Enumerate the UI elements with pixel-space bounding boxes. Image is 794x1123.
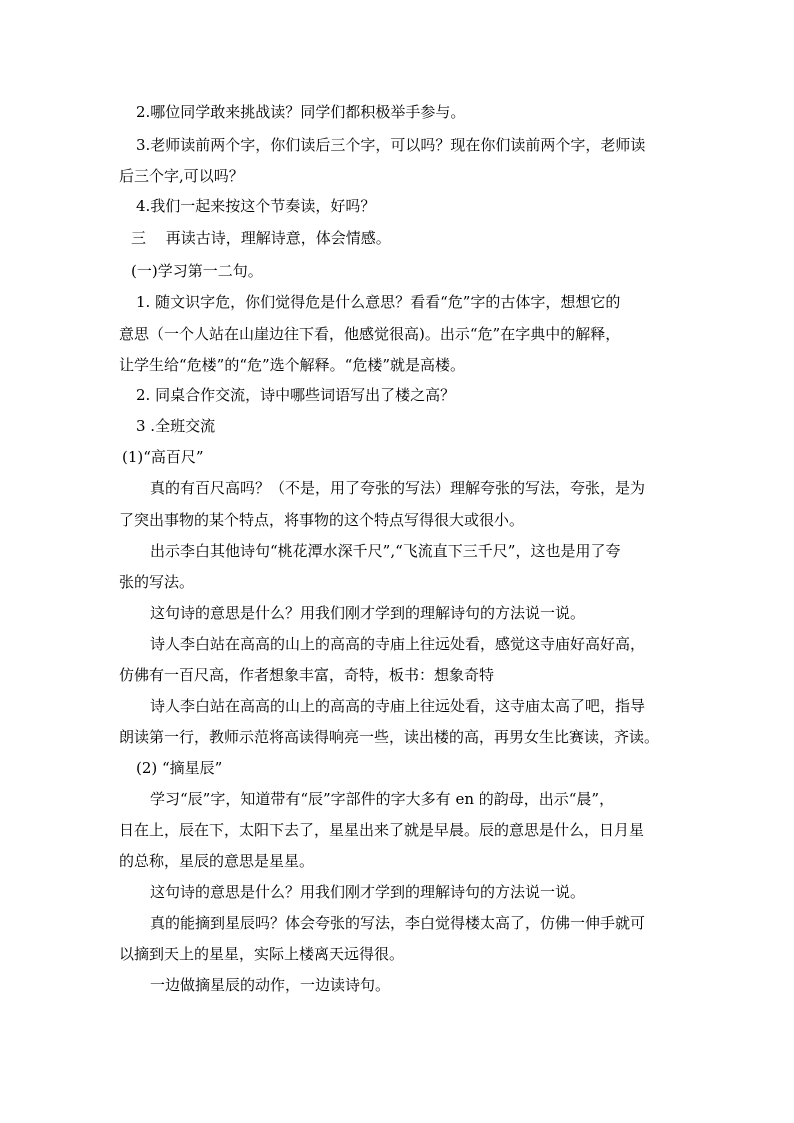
text-line: 张的写法。 [119,573,195,591]
section-heading: 三 再读古诗，理解诗意，体会情感。 [131,229,391,247]
text-line: 这句诗的意思是什么？用我们刚才学到的理解诗句的方法说一说。 [150,604,586,622]
text-line: 1. 随文识字危，你们觉得危是什么意思？看看“危”字的古体字，想想它的 [136,293,621,311]
text-line: 2. 同桌合作交流，诗中哪些词语写出了楼之高？ [136,386,456,404]
text-line: 出示李白其他诗句“桃花潭水深千尺”,“飞流直下三千尺”，这也是用了夸 [150,542,621,560]
text-line: 2.哪位同学敢来挑战读？同学们都积极举手参与。 [136,103,466,121]
text-line: 3 .全班交流 [136,417,216,435]
text-line: 3.老师读前两个字，你们读后三个字，可以吗？现在你们读前两个字，老师读 [136,136,646,154]
text-line: 这句诗的意思是什么？用我们刚才学到的理解诗句的方法说一说。 [150,883,586,901]
text-line: 朗读第一行，教师示范将高读得响亮一些，读出楼的高，再男女生比赛读，齐读。 [119,728,660,746]
text-line: 让学生给“危楼”的“危”选个解释。“危楼”就是高楼。 [119,356,466,374]
item-heading: (1)“高百尺” [122,448,204,466]
text-line: 真的有百尺高吗？（不是，用了夸张的写法）理解夸张的写法，夸张，是为 [150,479,646,497]
text-line: 学习“辰”字，知道带有“辰”字部件的字大多有 en 的韵母，出示“晨”， [150,790,615,808]
text-line: 4.我们一起来按这个节奏读，好吗？ [136,197,376,215]
text-line: 仿佛有一百尺高，作者想象丰富，奇特，板书：想象奇特 [119,666,495,684]
text-line: 真的能摘到星辰吗？体会夸张的写法，李白觉得楼太高了，仿佛一伸手就可 [150,914,646,932]
text-line: 后三个字,可以吗？ [119,167,244,185]
text-line: 一边做摘星辰的动作，一边读诗句。 [150,976,391,994]
text-line: 了突出事物的某个特点，将事物的这个特点写得很大或很小。 [119,511,525,529]
text-line: 的总称，星辰的意思是星星。 [119,852,315,870]
text-line: 以摘到天上的星星，实际上楼离天远得很。 [119,945,405,963]
text-line: 日在上，辰在下，太阳下去了，星星出来了就是早晨。辰的意思是什么，日月星 [119,821,645,839]
subsection-heading: (一)学习第一二句。 [131,262,263,280]
text-line: 诗人李白站在高高的山上的高高的寺庙上往远处看，感觉这寺庙好高好高， [150,635,646,653]
item-heading: (2) “摘星辰” [136,759,223,777]
text-line: 意思（一个人站在山崖边往下看，他感觉很高)。出示“危”在字典中的解释， [119,325,621,343]
text-line: 诗人李白站在高高的山上的高高的寺庙上往远处看，这寺庙太高了吧，指导 [150,697,646,715]
